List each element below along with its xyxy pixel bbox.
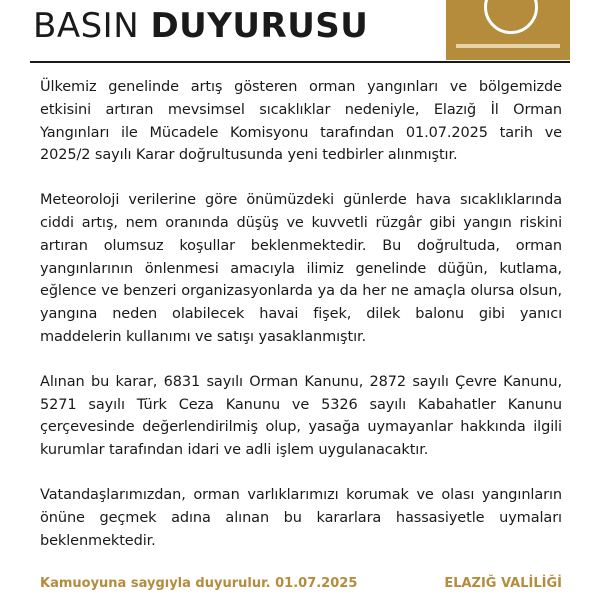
closing-line: Kamuoyuna saygıyla duyurulur. 01.07.2025 (40, 576, 358, 591)
logo-block (446, 0, 570, 60)
paragraph-3: Alınan bu karar, 6831 sayılı Orman Kanunu, 2872 sayılı Çevre Kanunu, 5271 sayılı Türk Ceza Kanunu ve 5326 sayılı Kabahatler Kanunu çerçevesinde değerlendirilmiş olup, yasağa uymayanlar hakkında ilgili kurumlar tarafından idari ve adli işlem uygulanacaktır. (40, 373, 562, 459)
title-light: BASIN (33, 6, 140, 46)
announcement-body (40, 76, 562, 574)
title-bold: DUYURUSU (150, 6, 369, 46)
logo-stripe (456, 44, 560, 48)
issuer-name: ELAZIĞ VALİLİĞİ (444, 576, 562, 591)
paragraph-1: Ülkemiz genelinde artış gösteren orman yangınları ve bölgemizde etkisini artıran mevsimsel sıcaklıklar nedeniyle, Elazığ İl Orman Yangınları ile Mücadele Komisyonu tarafından 01.07.2025 tarih ve 2025/2 sayılı Karar doğrultusunda yeni tedbirler alınmıştır. (40, 79, 562, 164)
announcement-footer (40, 576, 562, 596)
emblem-icon (484, 0, 538, 34)
page-title (33, 6, 368, 46)
paragraph-2: Meteoroloji verilerine göre önümüzdeki günlerde hava sıcaklıklarında ciddi artış, nem oranında düşüş ve kuvvetli rüzgâr gibi yangın riskini artıran olumsuz koşullar beklenmektedir. Bu doğrultuda, orman yangınlarının önlenmesi amacıyla ilimiz genelinde düğün, kutlama, eğlence ve benzeri organizasyonlarda ya da her ne amaçla olursa olsun, yangına neden olabilecek havai fişek, dilek balonu gibi yanıcı maddelerin kullanımı ve satışı yasaklanmıştır. (40, 192, 562, 345)
page-header (0, 0, 600, 62)
paragraph-4: Vatandaşlarımızdan, orman varlıklarımızı korumak ve olası yangınların önüne geçmek adına alınan bu kararlara hassasiyetle uymaları beklenmektedir. (40, 486, 562, 549)
header-divider (30, 61, 570, 63)
